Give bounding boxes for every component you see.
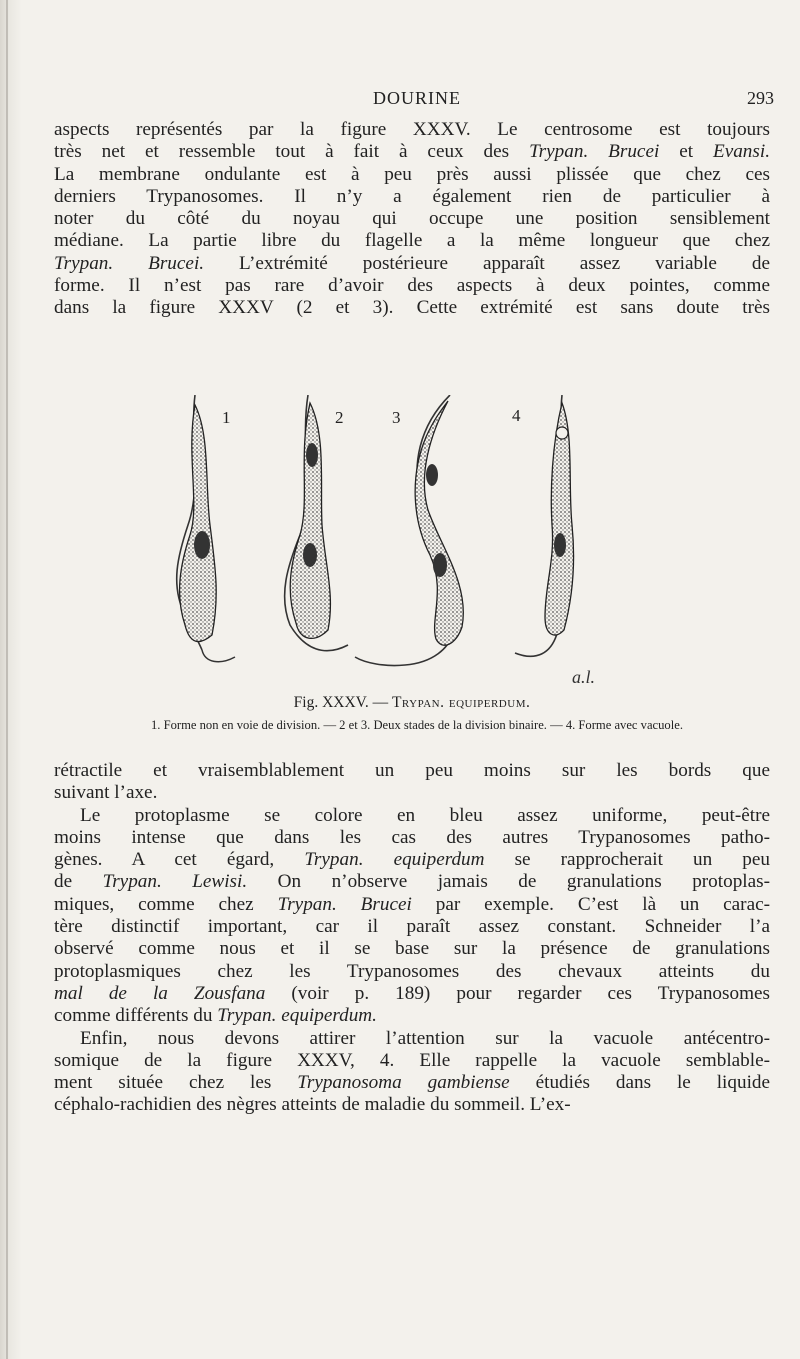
text-line: Enfin, nous devons attirer l’attention sur la vacuole antécentro- xyxy=(80,1027,770,1049)
trypanosome-2-drawing xyxy=(285,395,348,651)
page-binding-edge xyxy=(6,0,8,1359)
figure-caption-title: Trypan. equiperdum. xyxy=(391,694,531,711)
text-line: ment située chez les Trypanosoma gambiense étudiés dans le liquide xyxy=(54,1072,771,1094)
text-line: protoplasmiques chez les Trypanosomes des chevaux atteints du xyxy=(54,960,770,982)
text-line: Trypan. Brucei. L’extrémité postérieure apparaît assez variable de xyxy=(54,252,770,274)
figure-label-1: 1 xyxy=(222,408,231,427)
text-line: médiane. La partie libre du flagelle a la même longueur que chez xyxy=(54,230,770,252)
text-line: observé comme nous et il se base sur la présence de granulations xyxy=(54,938,770,960)
figure-illustration xyxy=(160,395,640,685)
page-number: 293 xyxy=(747,88,774,108)
text-line: derniers Trypanosomes. Il n’y a également rien de particulier à xyxy=(54,185,770,207)
text-line: tère distinctif important, car il paraît assez constant. Schneider l’a xyxy=(54,916,770,938)
text-line: comme différents du Trypan. equiperdum. xyxy=(54,1005,377,1027)
figure-label-3: 3 xyxy=(392,408,401,427)
trypanosome-1-drawing xyxy=(177,395,235,662)
text-line: céphalo-rachidien des nègres atteints de maladie du sommeil. L’ex- xyxy=(54,1094,571,1116)
trypanosome-3-drawing xyxy=(355,395,463,666)
page-header xyxy=(60,88,774,116)
text-line: miques, comme chez Trypan. Brucei par exemple. C’est là un carac- xyxy=(54,893,770,915)
text-line: rétractile et vraisemblablement un peu moins sur les bords que xyxy=(54,760,770,781)
text-line: mal de la Zousfana (voir p. 189) pour regarder ces Trypanosomes xyxy=(54,982,770,1004)
text-line: somique de la figure XXXV, 4. Elle rappelle la vacuole semblable- xyxy=(54,1049,770,1071)
figure-legend: 1. Forme non en voie de division. — 2 et 3. Deux stades de la division binaire. — 4. Forme avec vacuole. xyxy=(151,718,683,732)
paragraph-bottom xyxy=(54,760,770,1117)
trypanosome-4-drawing xyxy=(515,395,574,656)
text-line: de Trypan. Lewisi. On n’observe jamais de granulations protoplas- xyxy=(54,871,770,893)
text-line: aspects représentés par la figure XXXV. Le centrosome est toujours xyxy=(54,119,770,140)
text-line: forme. Il n’est pas rare d’avoir des aspects à deux pointes, comme xyxy=(54,275,770,297)
text-line: gènes. A cet égard, Trypan. equiperdum se rapprocherait un peu xyxy=(54,849,770,871)
text-line: très net et ressemble tout à fait à ceux des Trypan. Brucei et Evansi. xyxy=(54,141,770,163)
running-title: DOURINE xyxy=(373,88,461,108)
figure-caption-prefix: Fig. XXXV. — xyxy=(293,694,392,711)
figure-label-4: 4 xyxy=(512,406,521,425)
figure-trypanosomes xyxy=(160,395,640,685)
text-line: La membrane ondulante est à peu près aussi plissée que chez ces xyxy=(54,163,770,185)
text-line: moins intense que dans les cas des autres Trypanosomes patho- xyxy=(54,826,770,848)
text-line: noter du côté du noyau qui occupe une position sensiblement xyxy=(54,208,770,230)
paragraph-top xyxy=(54,119,770,320)
text-line: Le protoplasme se colore en bleu assez uniforme, peut-être xyxy=(80,804,770,826)
text-line: dans la figure XXXV (2 et 3). Cette extrémité est sans doute très xyxy=(54,297,770,319)
figure-caption xyxy=(54,694,770,712)
page-binding-shadow xyxy=(0,0,22,1359)
text-line: suivant l’axe. xyxy=(54,782,158,804)
figure-label-2: 2 xyxy=(335,408,344,427)
artist-signature: a.l. xyxy=(572,667,596,685)
